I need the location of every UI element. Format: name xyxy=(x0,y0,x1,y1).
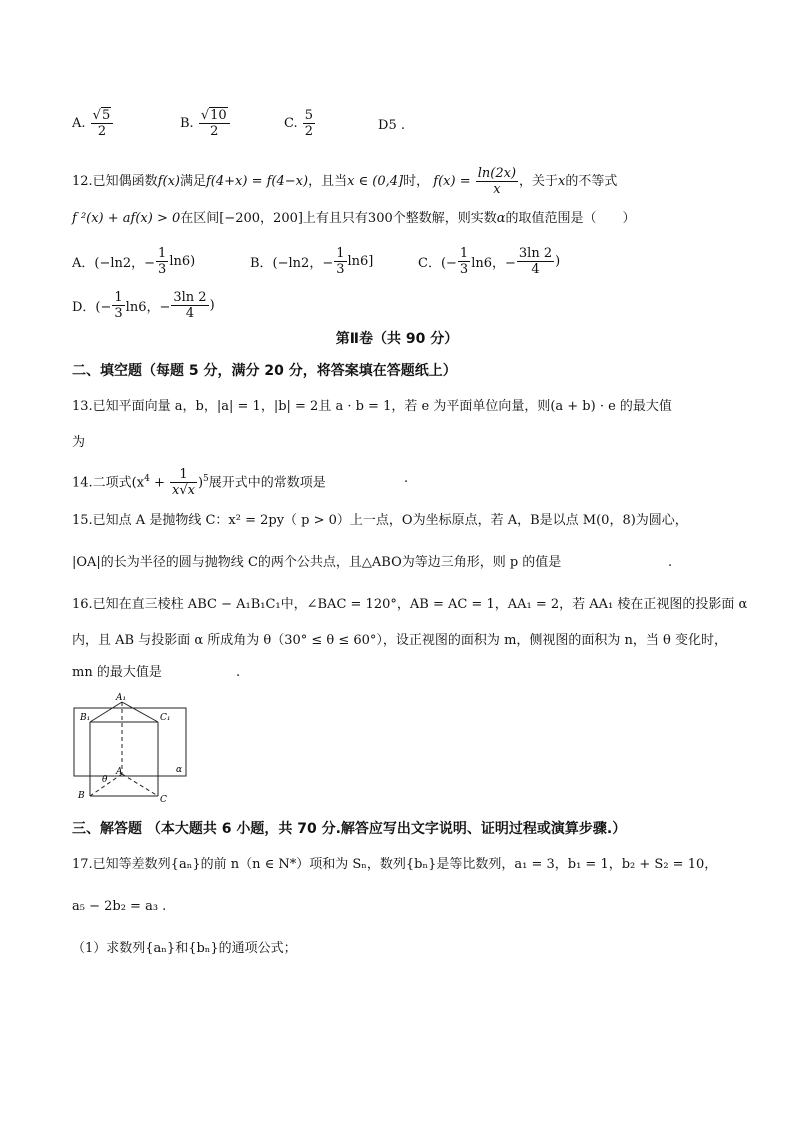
text: ) xyxy=(555,254,561,269)
numerator: 1 xyxy=(336,246,345,261)
label-c1: C₁ xyxy=(160,713,171,723)
option-label: D xyxy=(378,118,389,133)
math: f(x) = xyxy=(433,174,471,189)
numerator: 3ln 2 xyxy=(173,290,207,305)
denominator: x√x xyxy=(171,483,195,499)
text: C．(− xyxy=(418,256,457,271)
text: 时， xyxy=(403,174,430,189)
section2-title: 二、填空题（每题 5 分，满分 20 分，将答案填在答题纸上） xyxy=(72,363,457,379)
numerator: 1 xyxy=(158,246,167,261)
math: x xyxy=(558,174,566,189)
q11-option-c xyxy=(284,108,316,139)
math: f(x) xyxy=(157,174,180,189)
text: ln6，− xyxy=(125,300,171,315)
label-a: A xyxy=(116,767,123,777)
text: 展开式中的常数项是 xyxy=(208,475,326,491)
edge xyxy=(90,702,122,722)
denominator: 3 xyxy=(114,306,123,321)
text: ln6，− xyxy=(471,256,516,271)
q14-line: 14.二项式($x^4$ + $\frac{1}{x√x}$ )$^5$展开式中的常数项是 xyxy=(72,467,326,499)
exponent: 5 xyxy=(203,474,209,484)
fraction xyxy=(112,290,124,321)
q15-end: . xyxy=(668,555,673,570)
label-b: B xyxy=(78,791,85,801)
q16-line1: 16.已知在直三棱柱 ABC − A₁B₁C₁中，∠BAC = 120°，AB = AC = 1，AA₁ = 2，若 AA₁ 棱在正视图的投影面 α xyxy=(72,597,748,612)
q15-line2: |OA|的长为半径的圆与抛物线 C的两个公共点，且△ABO为等边三角形，则 p 的值是 xyxy=(72,555,562,570)
text: ln6) xyxy=(169,254,196,269)
numerator: 1 xyxy=(170,467,197,483)
part2-title: 第Ⅱ卷（共 90 分） xyxy=(335,331,459,347)
section3-title: 三、解答题 （本大题共 6 小题，共 70 分.解答应写出文字说明、证明过程或演算步骤.） xyxy=(72,821,627,837)
q13-line1: 13.已知平面向量 a，b，|a| = 1，|b| = 2且 a · b = 1，若 e 为平面单位向量，则(a + b) · e 的最大值 xyxy=(72,399,672,414)
denominator: 3 xyxy=(336,262,345,277)
text: A．(−ln2，− xyxy=(72,256,156,271)
math: f ²(x) + af(x) > 0 xyxy=(72,211,181,226)
fraction xyxy=(170,467,197,498)
fraction xyxy=(476,166,518,197)
q11-option-b xyxy=(180,108,231,139)
option-label: B. xyxy=(180,116,194,131)
denominator: 3 xyxy=(158,262,167,277)
text: 14.二项式(x xyxy=(72,475,145,491)
q12-line2 xyxy=(72,210,636,228)
text: B．(−ln2，− xyxy=(250,256,334,271)
fraction xyxy=(334,246,346,277)
text: ，且当 xyxy=(308,174,348,189)
q14-end: . xyxy=(404,471,409,486)
fraction xyxy=(458,246,470,277)
fraction: $\frac{√5}{2}$ xyxy=(91,108,114,139)
denominator: x xyxy=(493,182,501,197)
math: x ∈ (0,4] xyxy=(347,174,404,189)
label-a1: A₁ xyxy=(116,693,127,703)
q12-option-d xyxy=(72,290,215,321)
denominator: 4 xyxy=(185,306,195,321)
label-theta: θ xyxy=(102,775,108,785)
radicand: 10 xyxy=(210,108,227,123)
fraction xyxy=(517,246,554,277)
denominator: 3 xyxy=(459,262,469,277)
label-c: C xyxy=(160,795,167,805)
q17-line1: 17.已知等差数列{aₙ}的前 n（n ∈ N*）项和为 Sₙ，数列{bₙ}是等比数列，a₁ = 3，b₁ = 1，b₂ + S₂ = 10， xyxy=(72,857,718,872)
denominator: 2 xyxy=(97,124,107,139)
fraction xyxy=(303,108,315,139)
fraction xyxy=(156,246,168,277)
prism-figure xyxy=(72,690,190,808)
label-b1: B₁ xyxy=(80,713,91,723)
radicand: 5 xyxy=(101,108,111,123)
text: 在区间[−200，200]上有且只有300个整数解，则实数 xyxy=(180,211,497,226)
q16-line2: 内，且 AB 与投影面 α 所成角为 θ（30° ≤ θ ≤ 60°），设正视图的面积为 m，侧视图的面积为 n，当 θ 变化时， xyxy=(72,633,727,648)
q16-line3: mn 的最大值是 xyxy=(72,665,162,680)
option-label: A. xyxy=(72,116,86,131)
q12-option-c xyxy=(418,246,560,277)
numerator: 5 xyxy=(304,108,314,123)
math: f(4+x) = f(4−x) xyxy=(206,174,309,189)
text: 满足 xyxy=(179,174,206,189)
q13-line2: 为 xyxy=(72,435,86,450)
q17-sub1: （1）求数列{aₙ}和{bₙ}的通项公式； xyxy=(72,941,297,956)
q12-line1 xyxy=(72,166,617,197)
q11-option-a xyxy=(72,108,114,139)
numerator: 1 xyxy=(114,290,123,305)
exponent: 4 xyxy=(144,474,150,484)
math: α xyxy=(496,211,506,226)
numerator: ln(2x) xyxy=(477,166,517,181)
hidden-edge xyxy=(122,774,158,796)
q16-end: . xyxy=(236,665,241,680)
option-label: C. xyxy=(284,116,298,131)
text: ln6] xyxy=(347,254,374,269)
option-value: 5 . xyxy=(388,118,405,133)
denominator: 2 xyxy=(304,124,314,139)
text: ，关于 xyxy=(519,174,559,189)
text: 的不等式 xyxy=(565,174,618,189)
q12-option-b xyxy=(250,246,373,277)
text: ) xyxy=(209,298,215,313)
edge xyxy=(122,702,158,722)
numerator: 1 xyxy=(459,246,469,261)
q15-line1: 15.已知点 A 是抛物线 C：x² = 2py（ p > 0）上一点，O为坐标原点，若 A，B是以点 M(0，8)为圆心， xyxy=(72,513,688,528)
numerator: 3ln 2 xyxy=(518,246,553,261)
q17-line2: a₅ − 2b₂ = a₃ . xyxy=(72,899,167,914)
q11-option-d xyxy=(378,118,405,133)
text: D．(− xyxy=(72,300,112,315)
text: 12.已知偶函数 xyxy=(72,174,158,189)
q12-option-a xyxy=(72,246,195,277)
fraction: $\frac{√10}{2}$ xyxy=(199,108,230,139)
text: + xyxy=(149,475,169,491)
denominator: 2 xyxy=(210,124,219,139)
text: 的取值范围是（ ） xyxy=(505,211,636,226)
denominator: 4 xyxy=(531,262,540,277)
label-alpha: α xyxy=(176,765,183,775)
fraction xyxy=(171,290,208,321)
